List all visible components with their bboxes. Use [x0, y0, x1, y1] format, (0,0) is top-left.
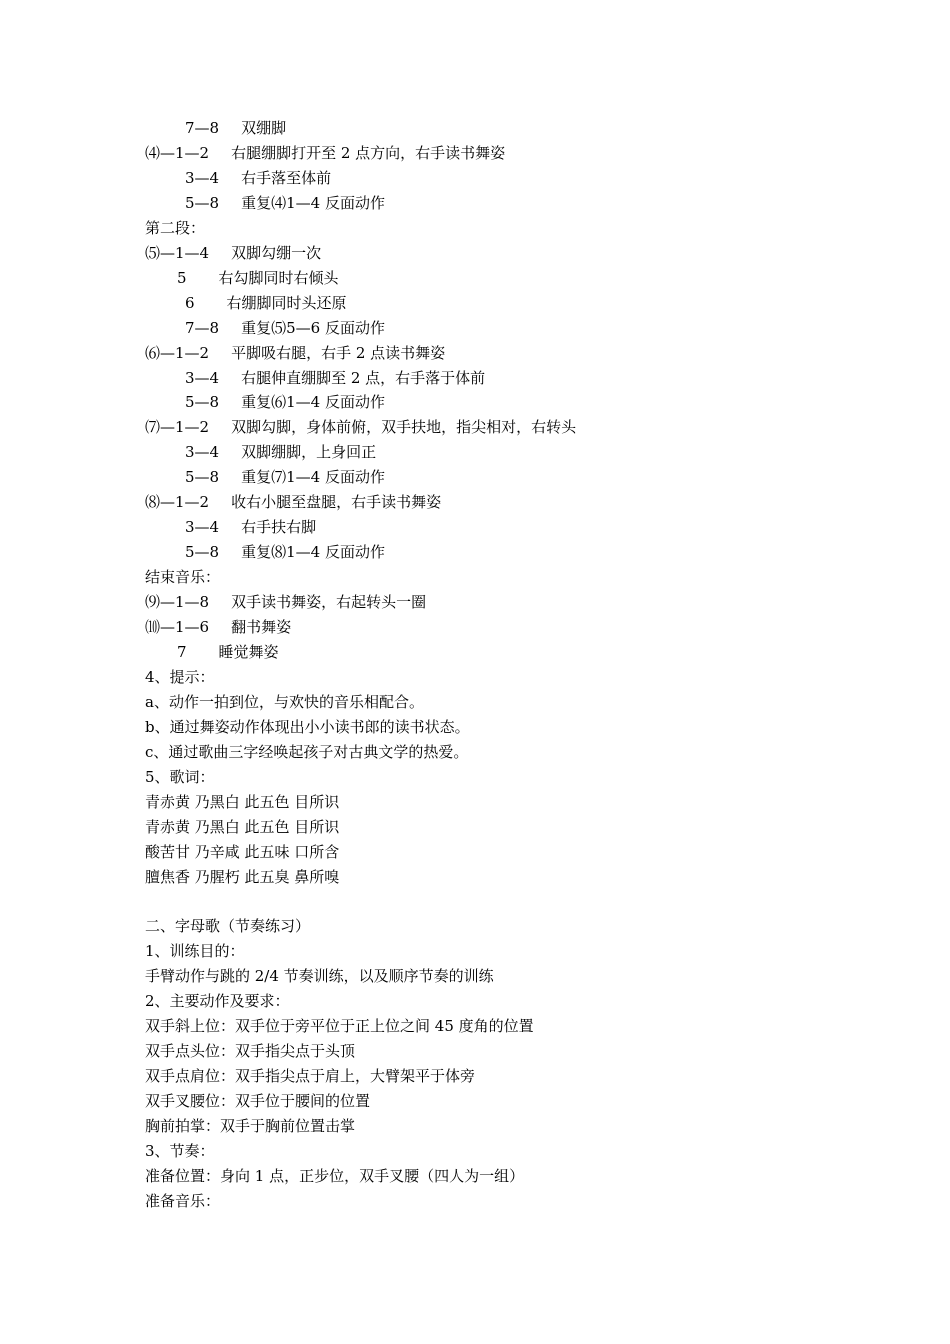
text-line [145, 1189, 220, 1214]
line-label: 青赤黄 乃黑白 此五色 目所识 [145, 817, 340, 836]
line-text: 双脚勾脚，身体前俯，双手扶地，指尖相对，右转头 [231, 418, 577, 437]
text-line [145, 216, 205, 241]
line-label: 双手点头位：双手指尖点于头顶 [145, 1042, 356, 1061]
line-label: ⑹—1—2 [145, 343, 210, 362]
text-line [145, 341, 445, 366]
text-line [145, 465, 385, 490]
line-label: 准备音乐： [145, 1191, 221, 1210]
line-text: 重复⑻1—4 反面动作 [241, 543, 385, 562]
text-line [145, 1089, 370, 1114]
text-line [145, 540, 385, 565]
line-label: ⑷—1—2 [145, 143, 210, 162]
line-label: 双手斜上位：双手位于旁平位于正上位之间 45 度角的位置 [145, 1017, 534, 1036]
line-label: 3—4 [185, 443, 220, 462]
line-label: ⑻—1—2 [145, 493, 210, 512]
text-line [145, 316, 385, 341]
line-label: 结束音乐： [145, 568, 221, 587]
line-label: 6 [185, 293, 195, 312]
line-label: 胸前拍掌：双手于胸前位置击掌 [145, 1117, 356, 1135]
text-line [145, 939, 245, 964]
text-line [145, 266, 339, 291]
line-text: 重复⑸5—6 反面动作 [241, 318, 385, 337]
text-line [145, 865, 339, 890]
line-label: 7—8 [185, 119, 220, 137]
line-label: ⑼—1—8 [145, 593, 210, 612]
text-line [145, 1064, 475, 1089]
line-label: ⑺—1—2 [145, 418, 210, 437]
line-label: 手臂动作与跳的 2/4 节奏训练，以及顺序节奏的训练 [145, 967, 494, 986]
text-line [145, 914, 310, 939]
line-label: b、通过舞姿动作体现出小小读书郎的读书状态。 [145, 717, 470, 736]
line-text: 平脚吸右腿，右手 2 点读书舞姿 [231, 343, 446, 362]
text-line [145, 765, 215, 790]
line-text: 右手扶右脚 [241, 518, 317, 537]
text-line [145, 1164, 524, 1189]
line-label: 3、节奏： [145, 1141, 215, 1160]
line-text: 翻书舞姿 [231, 618, 292, 636]
line-text: 右勾脚同时右倾头 [218, 268, 339, 287]
line-label: 3—4 [185, 168, 220, 187]
text-line [145, 1114, 355, 1139]
text-line [145, 440, 376, 465]
text-line [145, 964, 494, 989]
text-line [145, 166, 331, 191]
text-line [145, 415, 576, 440]
line-label: c、通过歌曲三字经唤起孩子对古典文学的热爱。 [145, 742, 469, 761]
line-label: 7 [177, 642, 187, 661]
text-line [145, 815, 339, 840]
line-text: 双手读书舞姿，右起转头一圈 [231, 593, 427, 612]
line-label: 1、训练目的： [145, 942, 245, 961]
line-label: 3—4 [185, 518, 220, 537]
line-text: 重复⑷1—4 反面动作 [241, 193, 385, 212]
line-label: 5—8 [185, 468, 220, 487]
text-line [145, 715, 470, 740]
line-text: 右腿伸直绷脚至 2 点，右手落于体前 [241, 368, 486, 387]
text-line [145, 640, 279, 665]
text-line [145, 690, 424, 715]
text-line [145, 989, 290, 1014]
line-text: 重复⑹1—4 反面动作 [241, 393, 385, 412]
text-line [145, 291, 347, 316]
text-line [145, 116, 286, 141]
line-label: 双手叉腰位：双手位于腰间的位置 [145, 1092, 371, 1111]
line-label: 5—8 [185, 543, 220, 562]
line-label: 膻焦香 乃腥朽 此五臭 鼻所嗅 [145, 867, 340, 886]
line-label: 双手点肩位：双手指尖点于肩上，大臂架平于体旁 [145, 1067, 476, 1086]
line-label: 5—8 [185, 393, 220, 412]
text-line [145, 1014, 534, 1039]
line-label: 2、主要动作及要求： [145, 992, 290, 1011]
text-line [145, 490, 441, 515]
line-label: 5—8 [185, 193, 220, 212]
text-line [145, 515, 316, 540]
text-line [145, 1139, 215, 1164]
text-line [145, 191, 385, 216]
line-label: 第二段： [145, 218, 206, 237]
text-line [145, 615, 291, 640]
line-label: ⑸—1—4 [145, 243, 210, 262]
line-label: 二、字母歌（节奏练习） [145, 917, 311, 936]
text-line [145, 390, 385, 415]
line-text: 收右小腿至盘腿，右手读书舞姿 [231, 493, 442, 512]
line-label: 5 [177, 268, 187, 287]
line-label: 7—8 [185, 318, 220, 337]
text-line [145, 790, 339, 815]
line-label: ⑽—1—6 [145, 618, 210, 636]
line-label: 3—4 [185, 368, 220, 387]
line-text: 右绷脚同时头还原 [226, 293, 347, 312]
text-line [145, 565, 220, 590]
line-label: 4、提示： [145, 667, 215, 686]
line-text: 右手落至体前 [241, 168, 332, 187]
line-text: 右腿绷脚打开至 2 点方向，右手读书舞姿 [231, 143, 506, 162]
line-text: 双脚勾绷一次 [231, 243, 322, 262]
line-text: 双绷脚 [241, 119, 287, 137]
text-line [145, 1039, 355, 1064]
text-line [145, 740, 468, 765]
line-label: 5、歌词： [145, 767, 215, 786]
line-text: 睡觉舞姿 [218, 642, 279, 661]
line-text: 重复⑺1—4 反面动作 [241, 468, 385, 487]
line-label: 准备位置：身向 1 点，正步位，双手叉腰（四人为一组） [145, 1166, 525, 1185]
line-label: a、动作一拍到位，与欢快的音乐相配合。 [145, 692, 424, 711]
text-line [145, 366, 485, 391]
line-label: 酸苦甘 乃辛咸 此五味 口所含 [145, 842, 340, 861]
text-line [145, 590, 426, 615]
line-text: 双脚绷脚，上身回正 [241, 443, 377, 462]
text-line [145, 241, 321, 266]
line-label: 青赤黄 乃黑白 此五色 目所识 [145, 792, 340, 811]
text-line [145, 141, 505, 166]
text-line [145, 665, 215, 690]
text-line [145, 840, 339, 865]
